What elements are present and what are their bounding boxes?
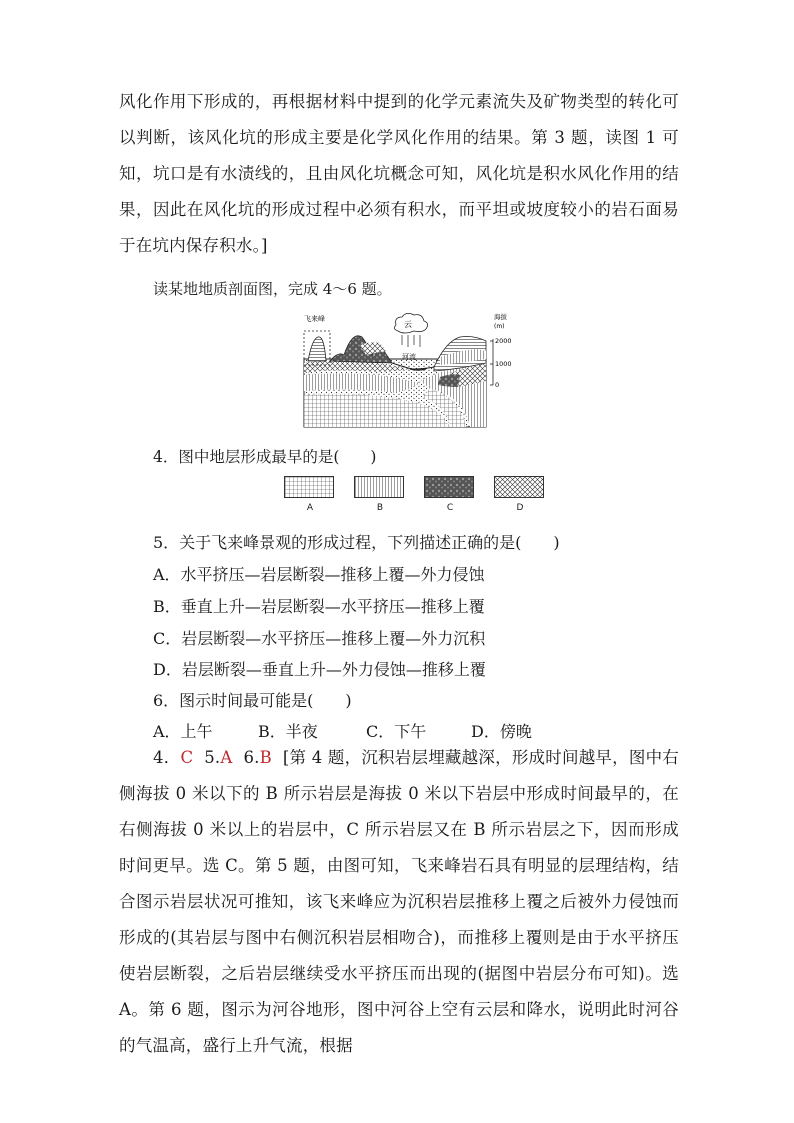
q5-option-a: A．水平挤压—岩层断裂—推移上覆—外力侵蚀 bbox=[153, 565, 485, 584]
q5-option-b: B．垂直上升—岩层断裂—水平挤压—推移上覆 bbox=[153, 597, 485, 616]
q5-option-c: C．岩层断裂—水平挤压—推移上覆—外力沉积 bbox=[153, 629, 486, 648]
legend-label: A bbox=[306, 503, 314, 513]
legend-item-a bbox=[284, 476, 336, 513]
q4-stem: 4．图中地层形成最早的是( ) bbox=[153, 448, 377, 466]
cloud-label: 云 bbox=[404, 320, 412, 329]
answer-paragraph bbox=[119, 740, 679, 1064]
legend-label: D bbox=[516, 503, 524, 513]
q6-stem: 6．图示时间最可能是( ) bbox=[153, 691, 352, 710]
q6-option-d: D．傍晚 bbox=[471, 722, 532, 741]
geologic-section-figure bbox=[300, 311, 512, 429]
answer-explanation: [第 4 题，沉积岩层埋藏越深，形成时间越早，图中右侧海拔 0 米以下的 B 所示岩层是海拔 0 米以下岩层中形成时间最早的，在右侧海拔 0 米以上的岩层中，C 所示岩层又在 B 所示岩层之下，因而形成时间更早。选 C。第 5 题，由图可知，飞来峰岩石具有明显的层理结构，结合图示岩层状况可推知，该飞来峰应为沉积岩层推移上覆之后被外力侵蚀而形成的(其岩层与图中右侧沉积岩层相吻合)，而推移上覆则是由于水平挤压使岩层断裂，之后岩层继续受水平挤压而出现的(据图中岩层分布可知)。选 A。第 6 题，图示为河谷地形，图中河谷上空有云层和降水，说明此时河谷的气温高，盛行上升气流，根据 bbox=[119, 748, 680, 1055]
answer-4: C bbox=[180, 748, 194, 767]
legend-swatch-dark bbox=[424, 476, 474, 498]
answer-6: B bbox=[259, 748, 272, 767]
legend-swatch-cross bbox=[494, 476, 544, 498]
q6-option-b: B．半夜 bbox=[258, 722, 318, 741]
legend-item-d bbox=[494, 476, 546, 513]
peak-label: 飞来峰 bbox=[304, 315, 325, 323]
q5-option-d: D．岩层断裂—垂直上升—外力侵蚀—推移上覆 bbox=[153, 660, 486, 679]
q6-option-c: C．下午 bbox=[366, 722, 427, 741]
legend-label: C bbox=[446, 503, 454, 513]
legend-item-c bbox=[424, 476, 476, 513]
figure-prompt: 读某地地质剖面图，完成 4～6 题。 bbox=[153, 280, 392, 298]
elevation-unit: (m) bbox=[494, 323, 505, 330]
tick-2000: 2000 bbox=[495, 337, 512, 345]
legend-label: B bbox=[376, 503, 384, 513]
tick-0: 0 bbox=[495, 381, 500, 389]
answer-4-number: 4． bbox=[153, 748, 181, 767]
legend-swatch-vertical bbox=[354, 476, 404, 498]
geologic-section-svg bbox=[300, 311, 512, 429]
answer-5: A bbox=[220, 748, 233, 767]
q6-option-a: A．上午 bbox=[153, 722, 213, 741]
legend-swatch-grid bbox=[284, 476, 334, 498]
elevation-title: 海拔 bbox=[494, 313, 507, 321]
legend-item-b bbox=[354, 476, 406, 513]
intro-paragraph: 风化作用下形成的，再根据材料中提到的化学元素流失及矿物类型的转化可以判断，该风化坑的形成主要是化学风化作用的结果。第 3 题，读图 1 可知，坑口是有水渍线的，且由风化坑概念可知，风化坑是积水风化作用的结果，因此在风化坑的形成过程中必须有积水，而平坦或坡度较小的岩石面易于在坑内保存积水。] bbox=[119, 92, 679, 255]
river-label: 河流 bbox=[402, 353, 416, 361]
q5-stem: 5．关于飞来峰景观的形成过程，下列描述正确的是( ) bbox=[153, 533, 560, 552]
answer-6-number: 6. bbox=[243, 748, 260, 767]
answer-5-number: 5. bbox=[204, 748, 221, 767]
tick-1000: 1000 bbox=[495, 360, 512, 368]
